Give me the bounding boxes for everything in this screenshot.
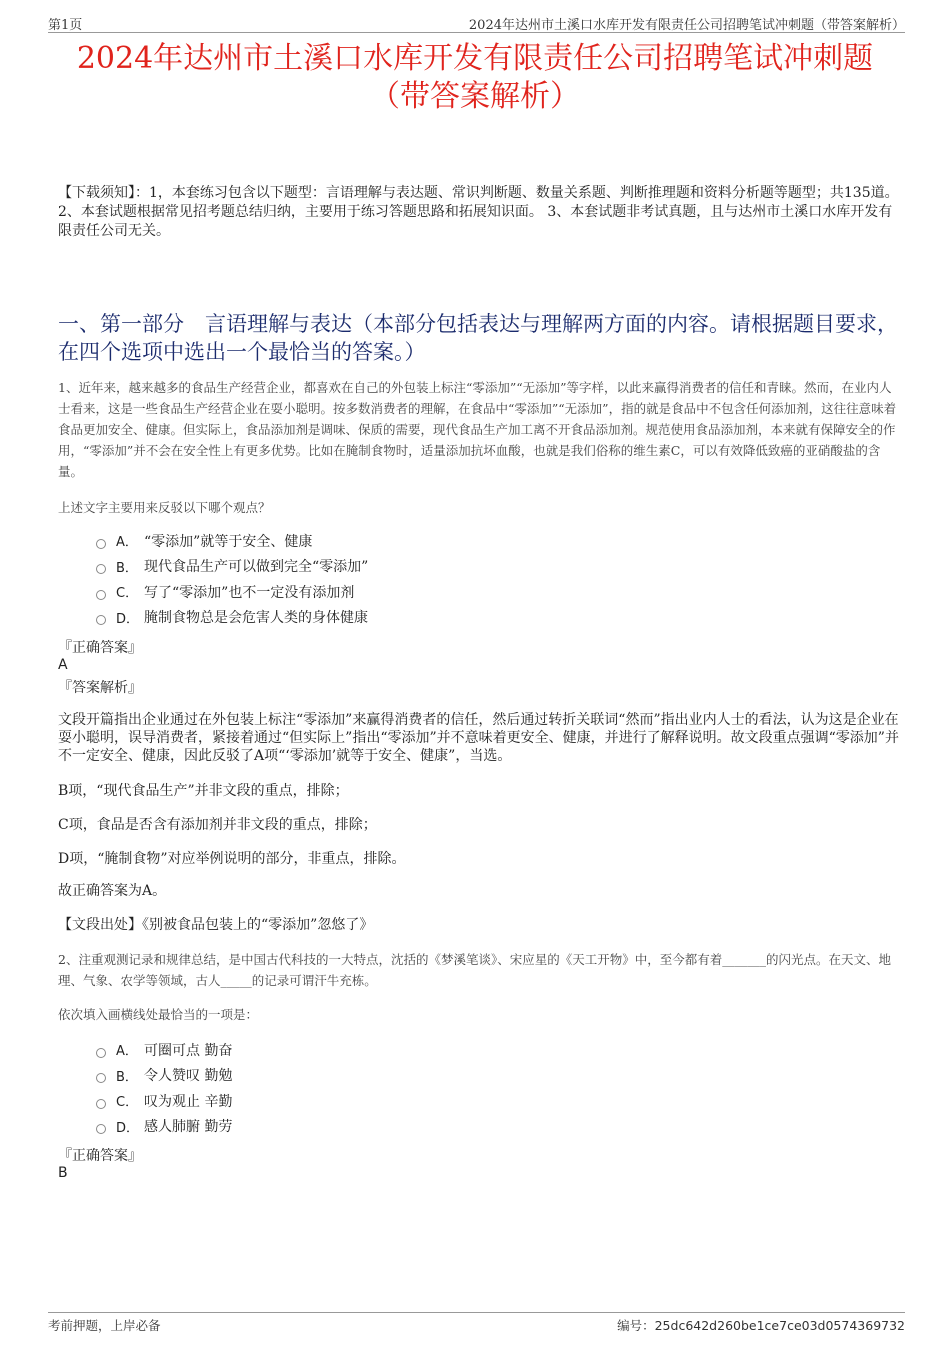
- option-a[interactable]: [96, 1037, 232, 1063]
- option-letter: D．: [116, 611, 140, 627]
- download-notice: 【下载须知】：1，本套练习包含以下题型：言语理解与表达题、常识判断题、数量关系题、判断推理题和资料分析题等题型；共135道。 2、本套试题根据常见招考题总结归纳，主要用于练习答题思路和拓展知识面。 3、本套试题非考试真题，且与达州市土溪口水库开发有限责任公司无关。: [58, 185, 899, 239]
- option-letter: C．: [116, 586, 139, 602]
- option-b[interactable]: [96, 1063, 232, 1089]
- page-header: [48, 12, 905, 33]
- question-2-options: [96, 1037, 232, 1139]
- radio-icon[interactable]: [96, 1124, 106, 1134]
- option-d[interactable]: [96, 605, 368, 631]
- title-line-2: （带答案解析）: [370, 79, 580, 114]
- title-line-1: 2024年达州市土溪口水库开发有限责任公司招聘笔试冲刺题: [76, 41, 874, 76]
- option-letter: B．: [116, 1069, 138, 1085]
- document-title: [40, 40, 910, 116]
- radio-icon[interactable]: [96, 1073, 106, 1083]
- passage-source: 【文段出处】《别被食品包装上的“零添加”忽悠了》: [58, 917, 374, 933]
- footer-code: [617, 1316, 905, 1334]
- option-text: “零添加”就等于安全、健康: [144, 533, 313, 550]
- radio-icon[interactable]: [96, 539, 106, 549]
- option-text: 写了“零添加”也不一定没有添加剂: [144, 584, 355, 601]
- analysis-option-d: D项，“腌制食物”对应举例说明的部分，非重点，排除。: [58, 851, 406, 867]
- option-a[interactable]: [96, 528, 368, 554]
- option-text: 腌制食物总是会危害人类的身体健康: [144, 610, 368, 627]
- option-c[interactable]: [96, 579, 368, 605]
- section-heading: 一、第一部分 言语理解与表达（本部分包括表达与理解两方面的内容。请根据题目要求，在四个选项中选出一个最恰当的答案。）: [58, 312, 898, 364]
- option-d[interactable]: [96, 1114, 232, 1140]
- answer-value: A: [58, 657, 68, 673]
- header-doc-title: 2024年达州市土溪口水库开发有限责任公司招聘笔试冲刺题（带答案解析）: [468, 18, 905, 33]
- analysis-option-c: C项，食品是否含有添加剂并非文段的重点，排除；: [58, 817, 377, 833]
- option-text: 可圈可点 勤奋: [144, 1042, 233, 1059]
- option-b[interactable]: [96, 554, 368, 580]
- question-1-prompt: 上述文字主要用来反驳以下哪个观点？: [58, 500, 271, 515]
- answer-label: 『正确答案』: [58, 1148, 142, 1164]
- question-1-options: [96, 528, 368, 630]
- question-2-text: 2、注重观测记录和规律总结，是中国古代科技的一大特点，沈括的《梦溪笔谈》、宋应星的《天工开物》中，至今都有着_______的闪光点。在天文、地理、气象、农学等领域，古人_____的记录可谓汗牛充栋。: [58, 952, 891, 988]
- answer-value: B: [58, 1165, 68, 1181]
- radio-icon[interactable]: [96, 1048, 106, 1058]
- analysis-paragraph: 文段开篇指出企业通过在外包装上标注“零添加”来赢得消费者的信任，然后通过转折关联词“然而”指出业内人士的看法，认为这是企业在耍小聪明，误导消费者，紧接着通过“但实际上”指出“零添加”并不意味着更安全、健康，并进行了解释说明。故文段重点强调“零添加”并不一定安全、健康，因此反驳了A项“‘零添加’就等于安全、健康”，当选。: [58, 712, 899, 764]
- option-letter: D．: [116, 1120, 140, 1136]
- option-text: 令人赞叹 勤勉: [144, 1068, 233, 1085]
- analysis-label: 『答案解析』: [58, 680, 142, 696]
- answer-label: 『正确答案』: [58, 640, 142, 656]
- page-footer: [48, 1312, 905, 1333]
- option-c[interactable]: [96, 1088, 232, 1114]
- analysis-option-b: B项，“现代食品生产”并非文段的重点，排除；: [58, 783, 349, 799]
- code-value: 25dc642d260be1ce7ce03d0574369732: [654, 1318, 905, 1333]
- option-letter: B．: [116, 560, 138, 576]
- footer-slogan: 考前押题，上岸必备: [48, 1318, 161, 1333]
- analysis-conclusion: 故正确答案为A。: [58, 883, 167, 899]
- radio-icon[interactable]: [96, 615, 106, 625]
- option-text: 现代食品生产可以做到完全“零添加”: [144, 559, 369, 576]
- option-letter: C．: [116, 1095, 139, 1111]
- radio-icon[interactable]: [96, 1099, 106, 1109]
- question-2-prompt: 依次填入画横线处最恰当的一项是：: [58, 1007, 259, 1022]
- option-letter: A．: [116, 1044, 138, 1060]
- option-text: 感人肺腑 勤劳: [144, 1119, 233, 1136]
- option-text: 叹为观止 辛勤: [144, 1093, 233, 1110]
- question-1-text: 1、近年来，越来越多的食品生产经营企业，都喜欢在自己的外包装上标注“零添加”“无添加”等字样，以此来赢得消费者的信任和青睐。然而，在业内人士看来，这是一些食品生产经营企业在耍小聪明。按多数消费者的理解，在食品中“零添加”“无添加”，指的就是食品中不包含任何添加剂，这往往意味着食品更加安全、健康。但实际上，食品添加剂是调味、保质的需要，现代食品生产加工离不开食品添加剂。规范使用食品添加剂，本来就有保障安全的作用，“零添加”并不会在安全性上有更多优势。比如在腌制食物时，适量添加抗坏血酸，也就是我们俗称的维生素C，可以有效降低致癌的亚硝酸盐的含量。: [58, 380, 897, 479]
- radio-icon[interactable]: [96, 564, 106, 574]
- page-number: 第1页: [48, 18, 83, 33]
- option-letter: A．: [116, 535, 138, 551]
- radio-icon[interactable]: [96, 590, 106, 600]
- code-label: 编号：: [617, 1318, 655, 1333]
